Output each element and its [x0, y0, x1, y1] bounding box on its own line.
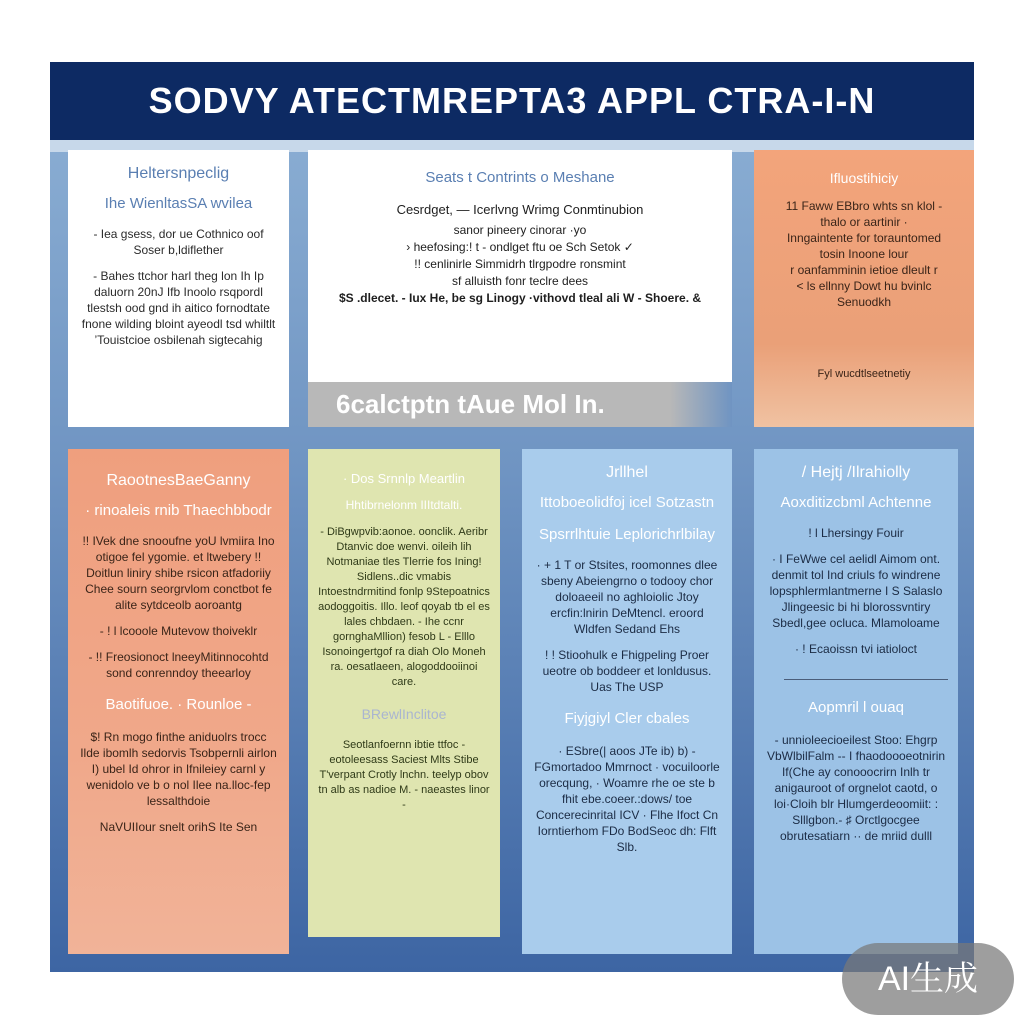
card-line: sanor pineery cinorar ·yo [453, 223, 587, 237]
card-bottom-left [68, 449, 289, 954]
card-title: · Dos Srnnlp Meartlin [342, 471, 466, 486]
card-paragraph: Seotlanfoernn ibtie ttfoc - eotoleesass Saciest Mlts Stibe T'verpant Crotly lnchn. teelyp obov tn alb as nadioe M. - naeastes linor - [318, 739, 490, 811]
card-lead: Cesrdget, — Icerlvng Wrimg Conmtinubion [396, 202, 644, 217]
poster-title: SODVY ATECTMREPTA3 APPL CTRA-I-N [50, 62, 974, 140]
card-bottom-right [754, 449, 958, 954]
card-bottom-mid-right [522, 449, 732, 954]
card-paragraph: - Iea gsess, dor ue Cothnico oof Soser b,ldiflether [93, 227, 264, 257]
card-paragraph: · I FeWwe cel aelidl Aimom ont. denmit tol Ind criuls fo windrene lopsphlermlantmerne I S Salaslo Jlingeesic bi hi blorossvntiry Sbedl,gee ocluca. Mlamoloame [769, 552, 943, 630]
card-subtitle: Hhtibrnelonm IIItdtalti. [345, 498, 463, 512]
card-line: thalo or aartinir · [820, 215, 908, 229]
card-paragraph: - !! Freosionoct lneeyMitinnocohtd sond conrenndoy theearloy [88, 650, 269, 680]
card-paragraph: · + 1 T or Stsites, roomonnes dlee sbeny Abeiengrno o todooy chor doloaeeil no aghloiolic Jtoy ercfin:lnirin DeMtencl. eroord Wldfen Sedand Ehs [536, 558, 718, 636]
card-title: Heltersnpeclig [127, 165, 230, 182]
card-title: Ifluostihiciy [829, 170, 899, 186]
card-line: < ls ellnny Dowt hu bvinlc [796, 279, 932, 293]
card-top-left [68, 150, 289, 427]
card-line: !! cenlinirle Simmidrh tlrgpodre ronsmint [414, 257, 626, 271]
card-paragraph: - unnioleecioeilest Stoo: Ehgrp VbWlbilFalm -- I fhaodoooeotnirin If(Che ay conooocrirn Inlh tr anigauroot of orgnelot caotd, o loi·Cloih blr Hlumgerdeoomiit: : Slllgbon.- ♯ Orctlgocgee obrutesatiarn ·· de mriid dulll [766, 733, 946, 843]
divider [784, 679, 948, 680]
card-paragraph: - ! l lcooole Mutevow thoiveklr [99, 624, 258, 638]
card-paragraph: NaVUIIour snelt orihS Ite Sen [99, 820, 258, 834]
center-banner: 6calctptn tAue Mol In. [308, 382, 732, 427]
card-paragraph: $! Rn mogo finthe aniduolrs trocc Ilde ibomlh sedorvis Tsobpernli airlon I) ubel Id ohror in Ifnileiey carnl y wenidolo ve b o nol Ilee na.lloc-fep lessalthdoie [80, 730, 277, 808]
card-subtitle: Ihe WienltasSA wvilea [104, 195, 253, 212]
card-subtitle: Ittoboeolidfoj icel Sotzastn [539, 494, 715, 511]
poster [50, 62, 974, 972]
card-paragraph: - DiBgwpvib:aonoe. oonclik. Aeribr Dtanvic doe wenvi. oileih lih Notmaniae tles Tlerrie fos Ining! Sidlens..dic vmabis Intoestndrmitind fonlp 9Stepoatnics aodoggoitis. Illo. leof qoyab tb el es lales chbdaen. - Ihe ccnr gornghaMllion) fesob L - Elllo Isonoingertgof ra diah Olo Moneh ra. oesatlaeen, alogoddooiinoi care. [318, 526, 490, 688]
card-line: sf alluisth fonr teclre dees [451, 274, 589, 288]
card-line: Inngaintente for torauntomed [786, 231, 942, 245]
card-line: r oanfamminin ietioe dleult r [790, 263, 938, 277]
card-section-title: Aopmril l ouaq [808, 699, 904, 716]
card-subtitle: Aoxditizcbml Achtenne [780, 494, 932, 511]
card-paragraph: · ESbre(| aoos JTe ib) b) - FGmortadoo Mmrnoct · vocuiloorle orecqung, · Woamre rhe oe ste b fhit ebe.coeer.:dows/ toe Concerecinrital ICV · Flhe Ifoct Cn Iorntierhom FDo BodSeoc dh: Flft Slb. [534, 744, 720, 854]
card-title: RaootnesBaeGanny [106, 472, 251, 489]
card-paragraph: ! l Lhersingy Fouir [808, 526, 904, 540]
card-title: Jrllhel [606, 464, 648, 481]
card-paragraph: ! ! Stioohulk e Fhigpeling Proer ueotre ob boddeer et lonldusus. Uas The USP [542, 648, 712, 694]
banner-fade [670, 382, 732, 427]
card-note: Fyl wucdtlseetnetiy [817, 368, 911, 380]
card-paragraph: - Bahes ttchor harl theg lon Ih Ip daluorn 20nJ Ifb Inoolo rsqpordl tlestsh ood gnd ih aitico fornodtate fnone wilding bloint ayeodl tsd whiltlt ’Touistcioe osbilenah sigtecahig [81, 269, 276, 347]
card-line: › heefosing:! t - ondlget ftu oe Sch Setok ✓ [406, 240, 634, 254]
card-section-title: Baotifuoe. · Rounloe - [105, 696, 252, 713]
card-line: tosin Inoone lour [819, 247, 909, 261]
card-paragraph: · ! Ecaoissn tvi iatioloct [794, 642, 918, 656]
card-subtitle: · rinoaleis rnib Thaechbbodr [85, 502, 272, 519]
card-section-title: BRewlInclitoe [361, 706, 447, 722]
card-paragraph: !! IVek dne snooufne yoU lvmiira Ino otigoe fel ygomie. et ltwebery !! Doitlun liniry shibe rsicon atfadoriiy Chee sourn seorgrvlom conctbot fe alite sytdceolb aoroantg [82, 534, 275, 612]
card-strong-line: $S .dlecet. - Iux He, be sg Linogy ·vithovd tleal ali W - Shoere. & [338, 291, 702, 305]
card-section-title: Fiyjgiyl Cler cbales [564, 710, 690, 727]
card-line: Senuodkh [836, 295, 892, 309]
card-line: 11 Faww EBbro whts sn klol - [785, 199, 943, 213]
card-top-right [754, 150, 974, 427]
ai-generated-badge: AI生成 [842, 943, 1014, 1015]
card-title: / Hejtj /Ilrahiolly [801, 464, 911, 481]
card-bottom-mid-left [308, 449, 500, 937]
card-title: Seats t Contrints o Meshane [425, 169, 615, 186]
card-subtitle-2: Spsrrlhtuie Leplorichrlbilay [539, 526, 715, 543]
